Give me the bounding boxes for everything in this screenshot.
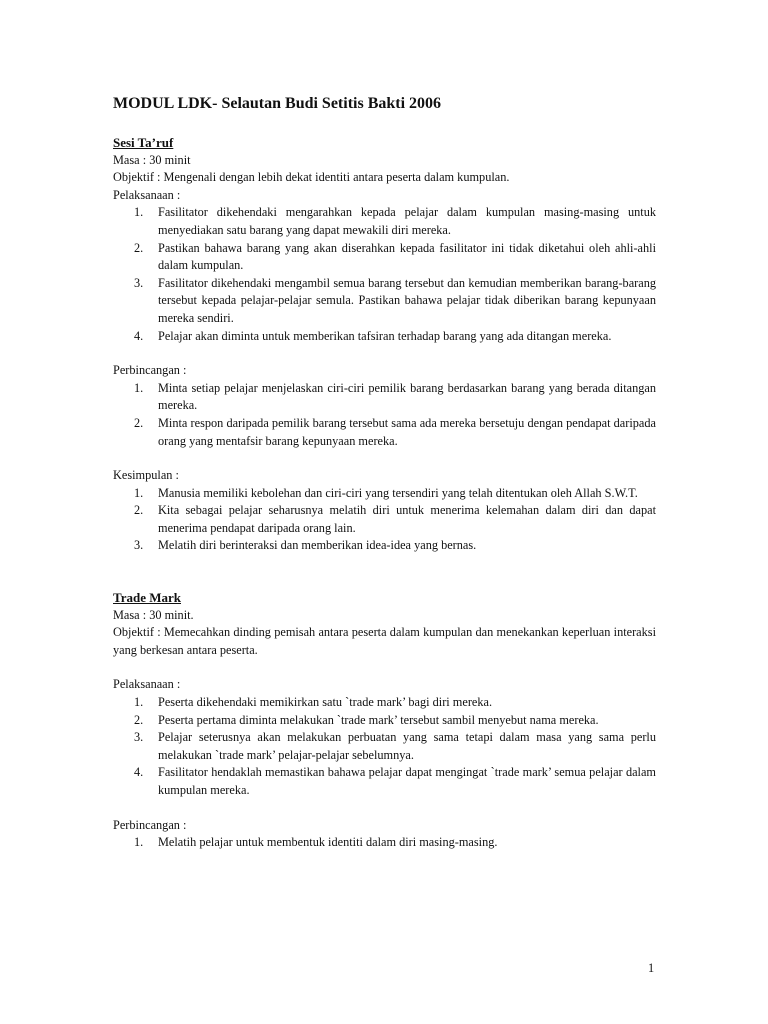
perbincangan-list [113,834,656,852]
list-item: 3. Melatih diri berinteraksi dan memberikan idea-idea yang bernas. [134,538,477,553]
list-item: 3. Pelajar seterusnya akan melakukan perbuatan yang sama tetapi dalam masa yang sama perlu melakukan `trade mark’ pelajar-pelajar sebelumnya. [134,730,656,762]
list-item: 3. Fasilitator dikehendaki mengambil semua barang tersebut dan kemudian memberikan barang-barang tersebut kepada pelajar-pelajar semula. Pastikan bahawa pelajar tidak diberikan barang kepunyaan mereka sendiri. [134,275,656,325]
kesimpulan-label: Kesimpulan : [113,468,179,483]
objektif-line: Objektif : Mengenali dengan lebih dekat identiti antara peserta dalam kumpulan. [113,170,510,185]
section-heading-sesi-taruf: Sesi Ta’ruf [113,135,174,150]
list-item: 4. Fasilitator hendaklah memastikan bahawa pelajar dapat mengingat `trade mark’ semua pelajar dalam kumpulan mereka. [134,765,656,797]
pelaksanaan-label: Pelaksanaan : [113,677,181,692]
document-title: MODUL LDK- Selautan Budi Setitis Bakti 2006 [113,95,442,112]
kesimpulan-list [113,485,656,555]
perbincangan-label: Perbincangan : [113,363,187,378]
list-item: 2. Peserta pertama diminta melakukan `trade mark’ tersebut sambil menyebut nama mereka. [134,712,599,727]
pelaksanaan-label: Pelaksanaan : [113,187,181,202]
section-heading-trade-mark: Trade Mark [113,590,181,606]
document-body [113,94,656,852]
page-number: 1 [648,961,655,975]
objektif-line: Objektif : Memecahkan dinding pemisah antara peserta dalam kumpulan dan menekankan keperluan interaksi yang berkesan antara peserta. [113,625,656,657]
perbincangan-list [113,380,656,450]
list-item: 2. Pastikan bahawa barang yang akan diserahkan kepada fasilitator ini tidak diketahui oleh ahli-ahli dalam kumpulan. [134,240,656,273]
list-item: 1. Minta setiap pelajar menjelaskan ciri-ciri pemilik barang berdasarkan barang yang berada ditangan mereka. [134,380,656,413]
perbincangan-label: Perbincangan : [113,817,187,832]
pelaksanaan-list [113,204,656,345]
list-item: 1. Manusia memiliki kebolehan dan ciri-ciri yang tersendiri yang telah ditentukan oleh Allah S.W.T. [134,485,638,500]
pelaksanaan-list [113,694,656,800]
list-item: 1. Peserta dikehendaki memikirkan satu `trade mark’ bagi diri mereka. [134,695,493,710]
list-item: 2. Kita sebagai pelajar seharusnya melatih diri untuk menerima kelemahan dalam diri dan dapat menerima pendapat daripada orang lain. [134,503,656,535]
list-item: 1. Fasilitator dikehendaki mengarahkan kepada pelajar dalam kumpulan masing-masing untuk menyediakan satu barang yang dapat mewakili diri mereka. [134,205,656,237]
masa-line: Masa : 30 minit [113,152,191,167]
list-item: 1. Melatih pelajar untuk membentuk identiti dalam diri masing-masing. [134,835,498,850]
list-item: 4. Pelajar akan diminta untuk memberikan tafsiran terhadap barang yang ada ditangan mereka. [134,328,612,343]
masa-line: Masa : 30 minit. [113,607,194,622]
list-item: 2. Minta respon daripada pemilik barang tersebut sama ada mereka bersetuju dengan pendapat daripada orang yang mentafsir barang kepunyaan mereka. [134,415,656,448]
